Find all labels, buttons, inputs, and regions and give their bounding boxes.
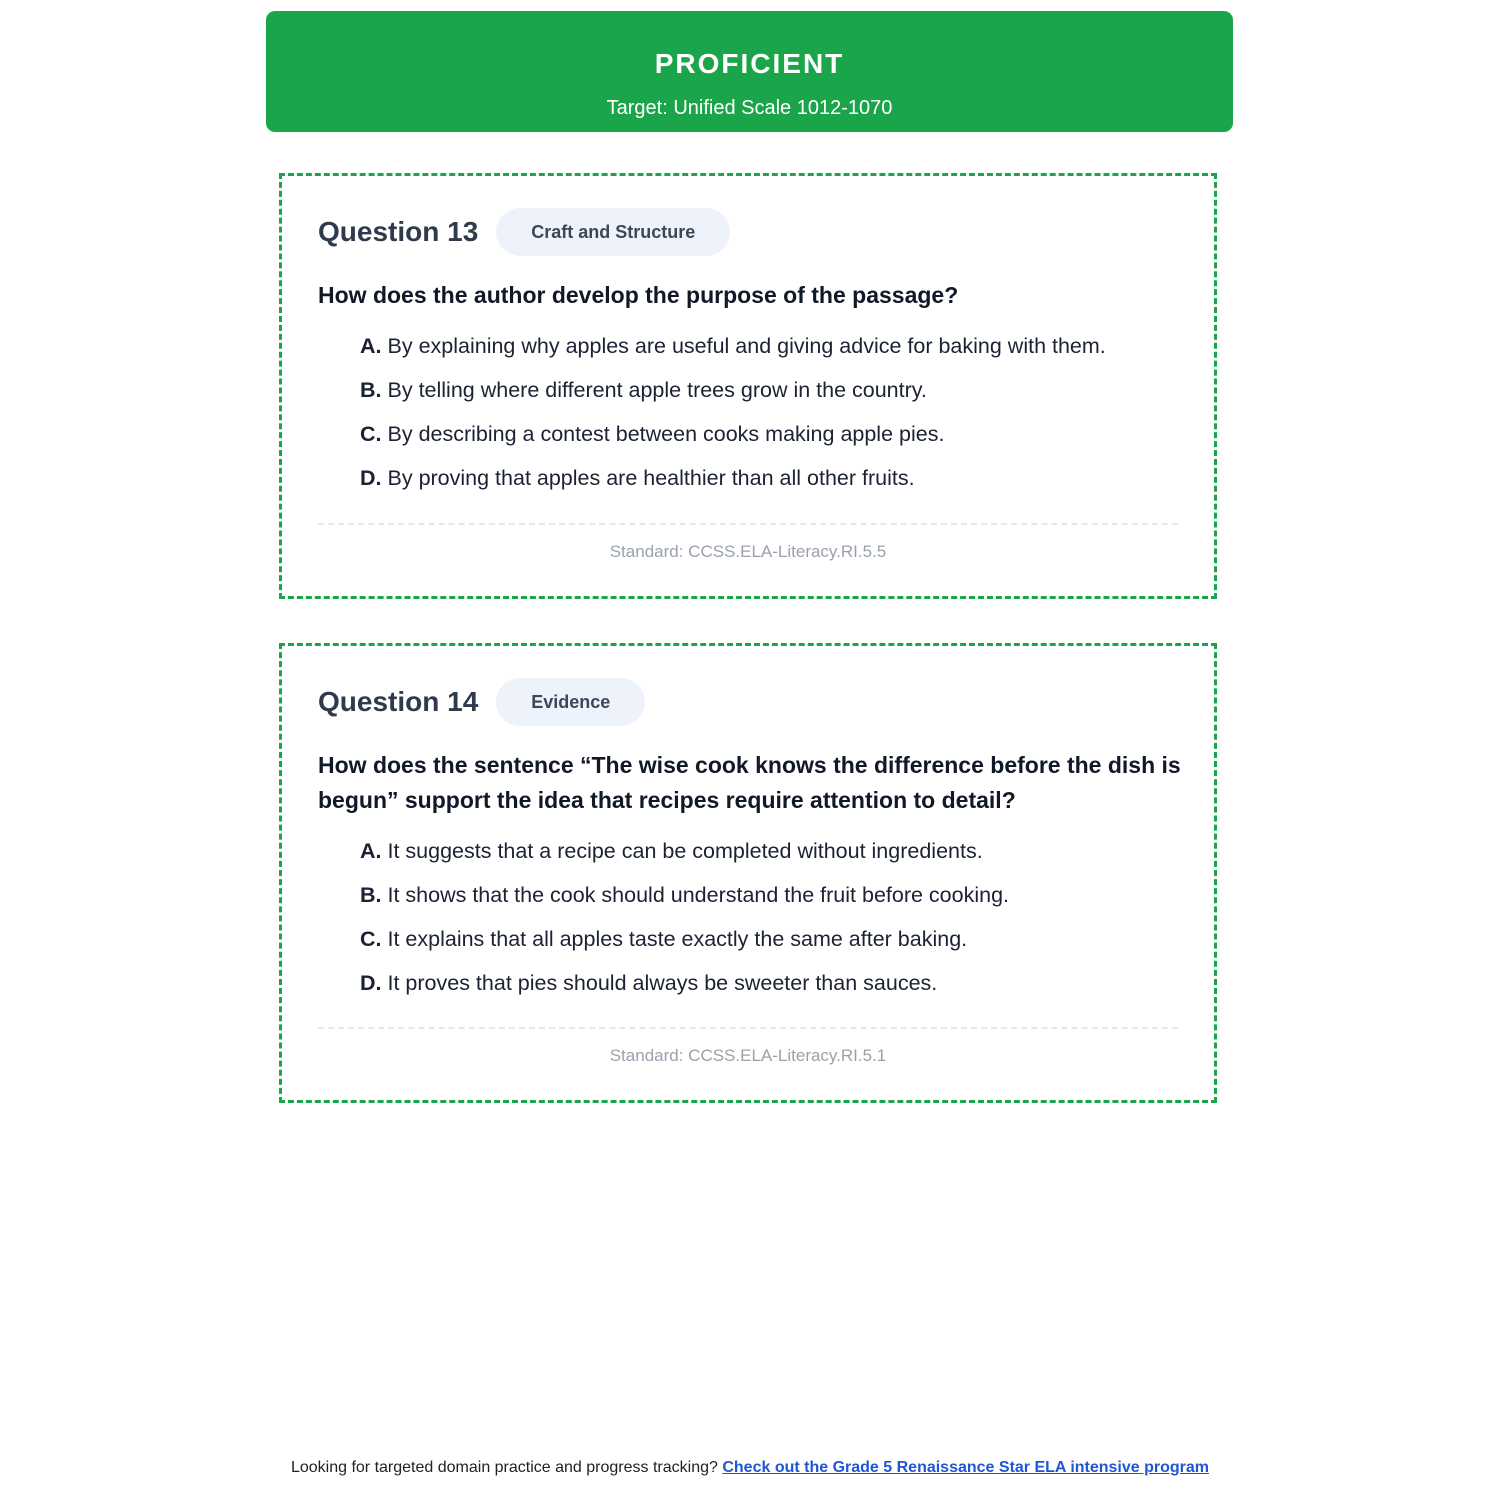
question-header <box>318 678 645 726</box>
option-text: By telling where different apple trees grow in the country. <box>387 378 927 402</box>
domain-tag: Craft and Structure <box>496 208 730 256</box>
option-letter: D. <box>360 466 382 490</box>
program-link[interactable]: Check out the Grade 5 Renaissance Star ELA intensive program <box>722 1459 1210 1476</box>
answer-option-c <box>360 923 1194 967</box>
standard-label: Standard: CCSS.ELA-Literacy.RI.5.5 <box>609 542 887 561</box>
question-header <box>318 208 730 256</box>
question-card-13 <box>279 173 1217 599</box>
answer-option-a <box>360 330 1194 374</box>
option-letter: C. <box>360 422 382 446</box>
divider <box>318 1027 1178 1029</box>
option-letter: B. <box>360 378 382 402</box>
option-text: It suggests that a recipe can be completed without ingredients. <box>387 839 983 863</box>
question-card-14 <box>279 643 1217 1103</box>
footer-text: Looking for targeted domain practice and progress tracking? <box>290 1459 718 1476</box>
question-text: How does the author develop the purpose of the passage? <box>318 282 959 308</box>
domain-tag: Evidence <box>496 678 645 726</box>
banner-title: PROFICIENT <box>654 48 845 79</box>
answer-option-c <box>360 418 1194 462</box>
option-text: By explaining why apples are useful and giving advice for baking with them. <box>387 334 1106 358</box>
answer-option-b <box>360 374 1194 418</box>
option-letter: A. <box>360 839 382 863</box>
option-text: By describing a contest between cooks making apple pies. <box>387 422 945 446</box>
option-letter: B. <box>360 883 382 907</box>
option-letter: A. <box>360 334 382 358</box>
answer-options <box>360 330 1194 506</box>
question-number: Question 13 <box>318 216 479 247</box>
answer-option-b <box>360 879 1194 923</box>
standard-label: Standard: CCSS.ELA-Literacy.RI.5.1 <box>609 1046 887 1065</box>
option-text: It shows that the cook should understand the fruit before cooking. <box>387 883 1009 907</box>
answer-option-d <box>360 462 1194 506</box>
option-letter: D. <box>360 971 382 995</box>
answer-option-d <box>360 967 1194 1011</box>
question-text: How does the sentence “The wise cook knows the difference before the dish is begun” support the idea that recipes require attention to detail? <box>318 752 1181 813</box>
footer <box>0 1457 1500 1479</box>
proficiency-banner <box>266 11 1233 132</box>
answer-option-a <box>360 835 1194 879</box>
option-text: It explains that all apples taste exactly the same after baking. <box>387 927 968 951</box>
option-text: It proves that pies should always be sweeter than sauces. <box>387 971 938 995</box>
answer-options <box>360 835 1194 1011</box>
banner-subtitle: Target: Unified Scale 1012-1070 <box>606 97 893 119</box>
option-letter: C. <box>360 927 382 951</box>
question-number: Question 14 <box>318 686 479 717</box>
option-text: By proving that apples are healthier than all other fruits. <box>387 466 915 490</box>
divider <box>318 523 1178 525</box>
